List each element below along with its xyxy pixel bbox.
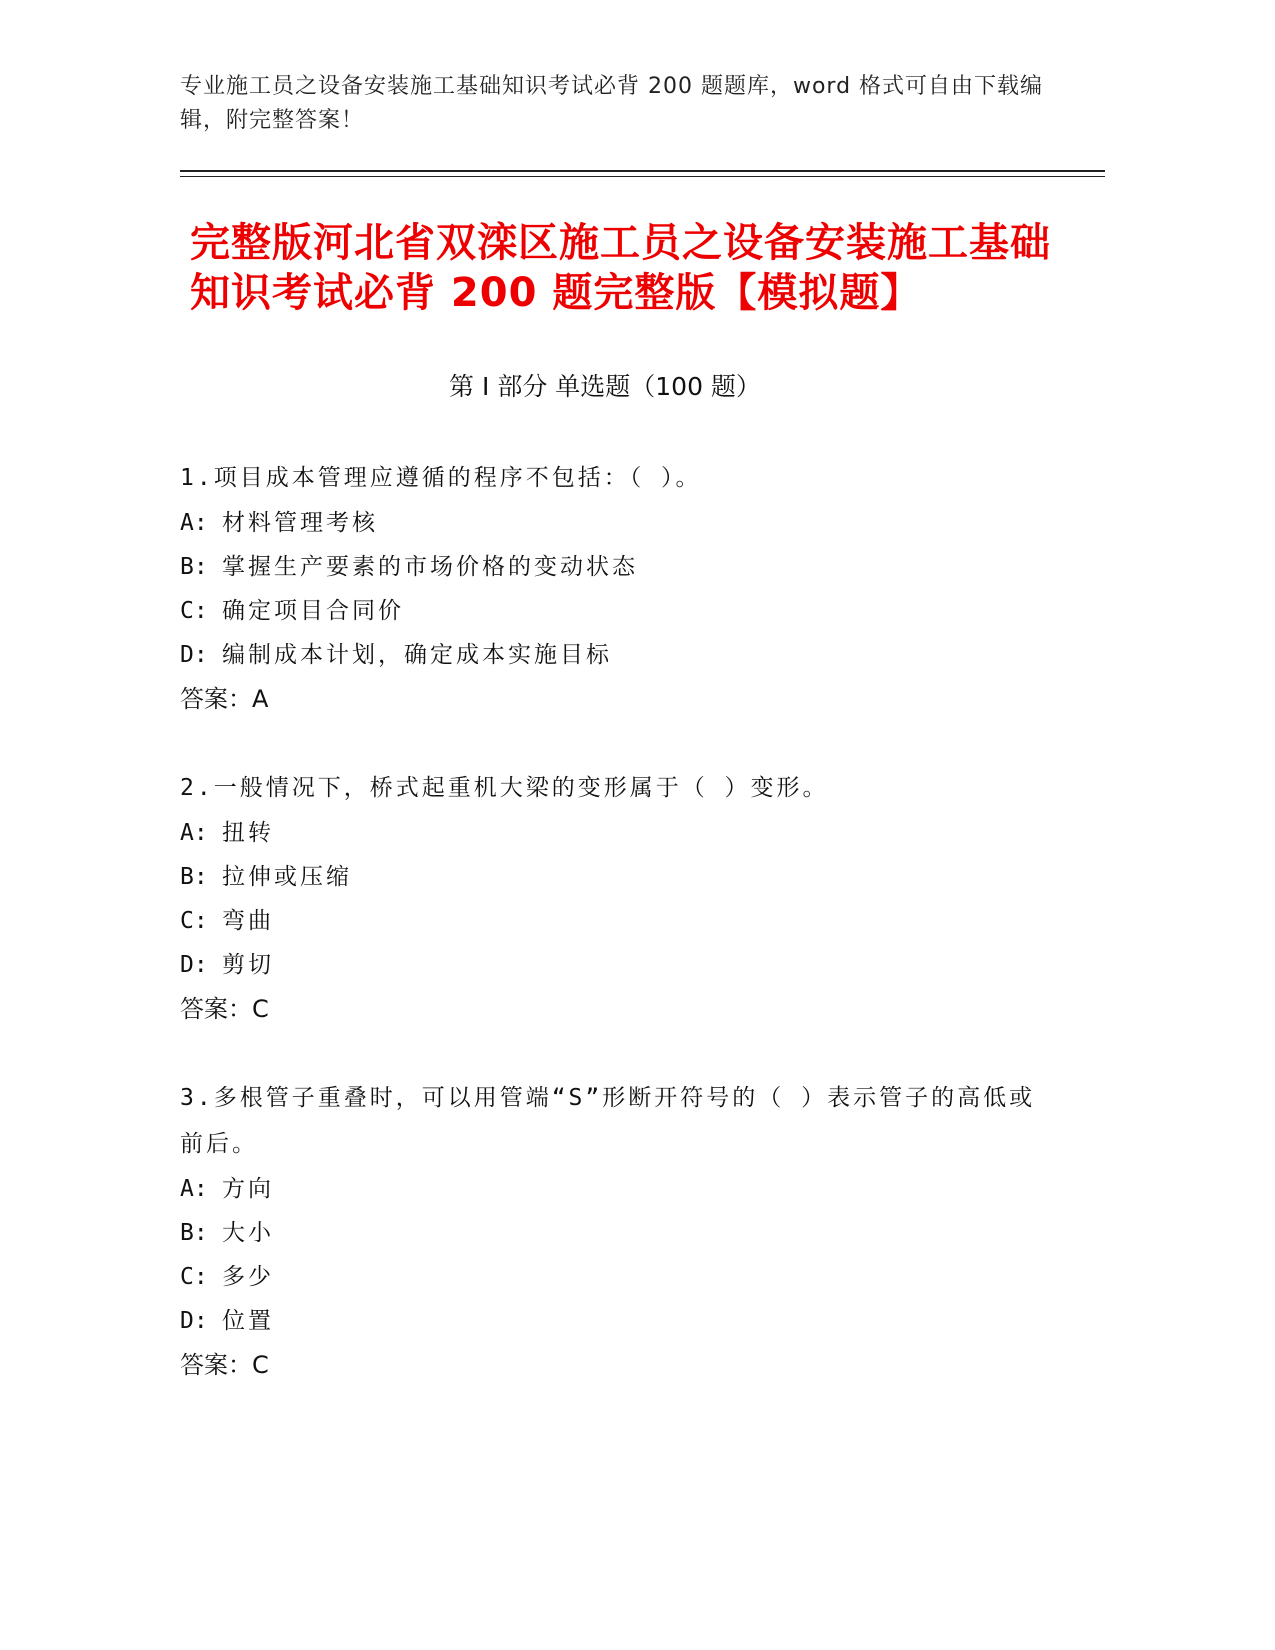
option-text: 弯曲 xyxy=(222,908,274,934)
option-text: 掌握生产要素的市场价格的变动状态 xyxy=(222,554,638,580)
option-letter: B: xyxy=(180,554,208,580)
option-text: 编制成本计划，确定成本实施目标 xyxy=(222,642,612,668)
option-d xyxy=(180,943,1060,987)
option-a xyxy=(180,1167,1060,1211)
option-b xyxy=(180,855,1060,899)
option-letter: A: xyxy=(180,510,208,536)
header-divider-thick xyxy=(180,170,1105,172)
option-c xyxy=(180,589,1060,633)
option-text: 多少 xyxy=(222,1264,274,1290)
option-c xyxy=(180,899,1060,943)
option-letter: C: xyxy=(180,1264,208,1290)
option-d xyxy=(180,1299,1060,1343)
option-letter: C: xyxy=(180,908,208,934)
option-a xyxy=(180,811,1060,855)
question-stem: 1.项目成本管理应遵循的程序不包括：（ ）。 xyxy=(180,465,702,491)
section-title: 第 I 部分 单选题（100 题） xyxy=(449,372,761,401)
question-1 xyxy=(180,455,1060,721)
option-letter: C: xyxy=(180,598,208,624)
answer-label: 答案：C xyxy=(180,995,269,1023)
option-text: 大小 xyxy=(222,1220,274,1246)
option-a xyxy=(180,501,1060,545)
header-divider-thin xyxy=(180,176,1105,177)
option-text: 确定项目合同价 xyxy=(222,598,404,624)
option-b xyxy=(180,545,1060,589)
option-letter: D: xyxy=(180,642,208,668)
header-note: 专业施工员之设备安装施工基础知识考试必背 200 题题库，word 格式可自由下载编辑，附完整答案！ xyxy=(180,74,1044,133)
option-letter: B: xyxy=(180,864,208,890)
option-letter: A: xyxy=(180,1176,208,1202)
option-letter: D: xyxy=(180,952,208,978)
question-stem: 2.一般情况下，桥式起重机大梁的变形属于（ ）变形。 xyxy=(180,775,829,801)
question-stem: 3.多根管子重叠时，可以用管端“S”形断开符号的（ ）表示管子的高低或前后。 xyxy=(180,1085,1036,1157)
option-c xyxy=(180,1255,1060,1299)
question-3 xyxy=(180,1075,1060,1387)
option-text: 材料管理考核 xyxy=(222,510,378,536)
question-2 xyxy=(180,765,1060,1031)
option-b xyxy=(180,1211,1060,1255)
option-letter: B: xyxy=(180,1220,208,1246)
option-text: 方向 xyxy=(222,1176,274,1202)
answer-label: 答案：A xyxy=(180,685,269,713)
answer-label: 答案：C xyxy=(180,1351,269,1379)
option-letter: A: xyxy=(180,820,208,846)
option-text: 位置 xyxy=(222,1308,274,1334)
option-text: 扭转 xyxy=(222,820,274,846)
option-text: 剪切 xyxy=(222,952,274,978)
option-letter: D: xyxy=(180,1308,208,1334)
option-d xyxy=(180,633,1060,677)
document-title: 完整版河北省双滦区施工员之设备安装施工基础知识考试必背 200 题完整版【模拟题】 xyxy=(190,220,1051,316)
option-text: 拉伸或压缩 xyxy=(222,864,352,890)
question-list xyxy=(180,455,1060,1431)
